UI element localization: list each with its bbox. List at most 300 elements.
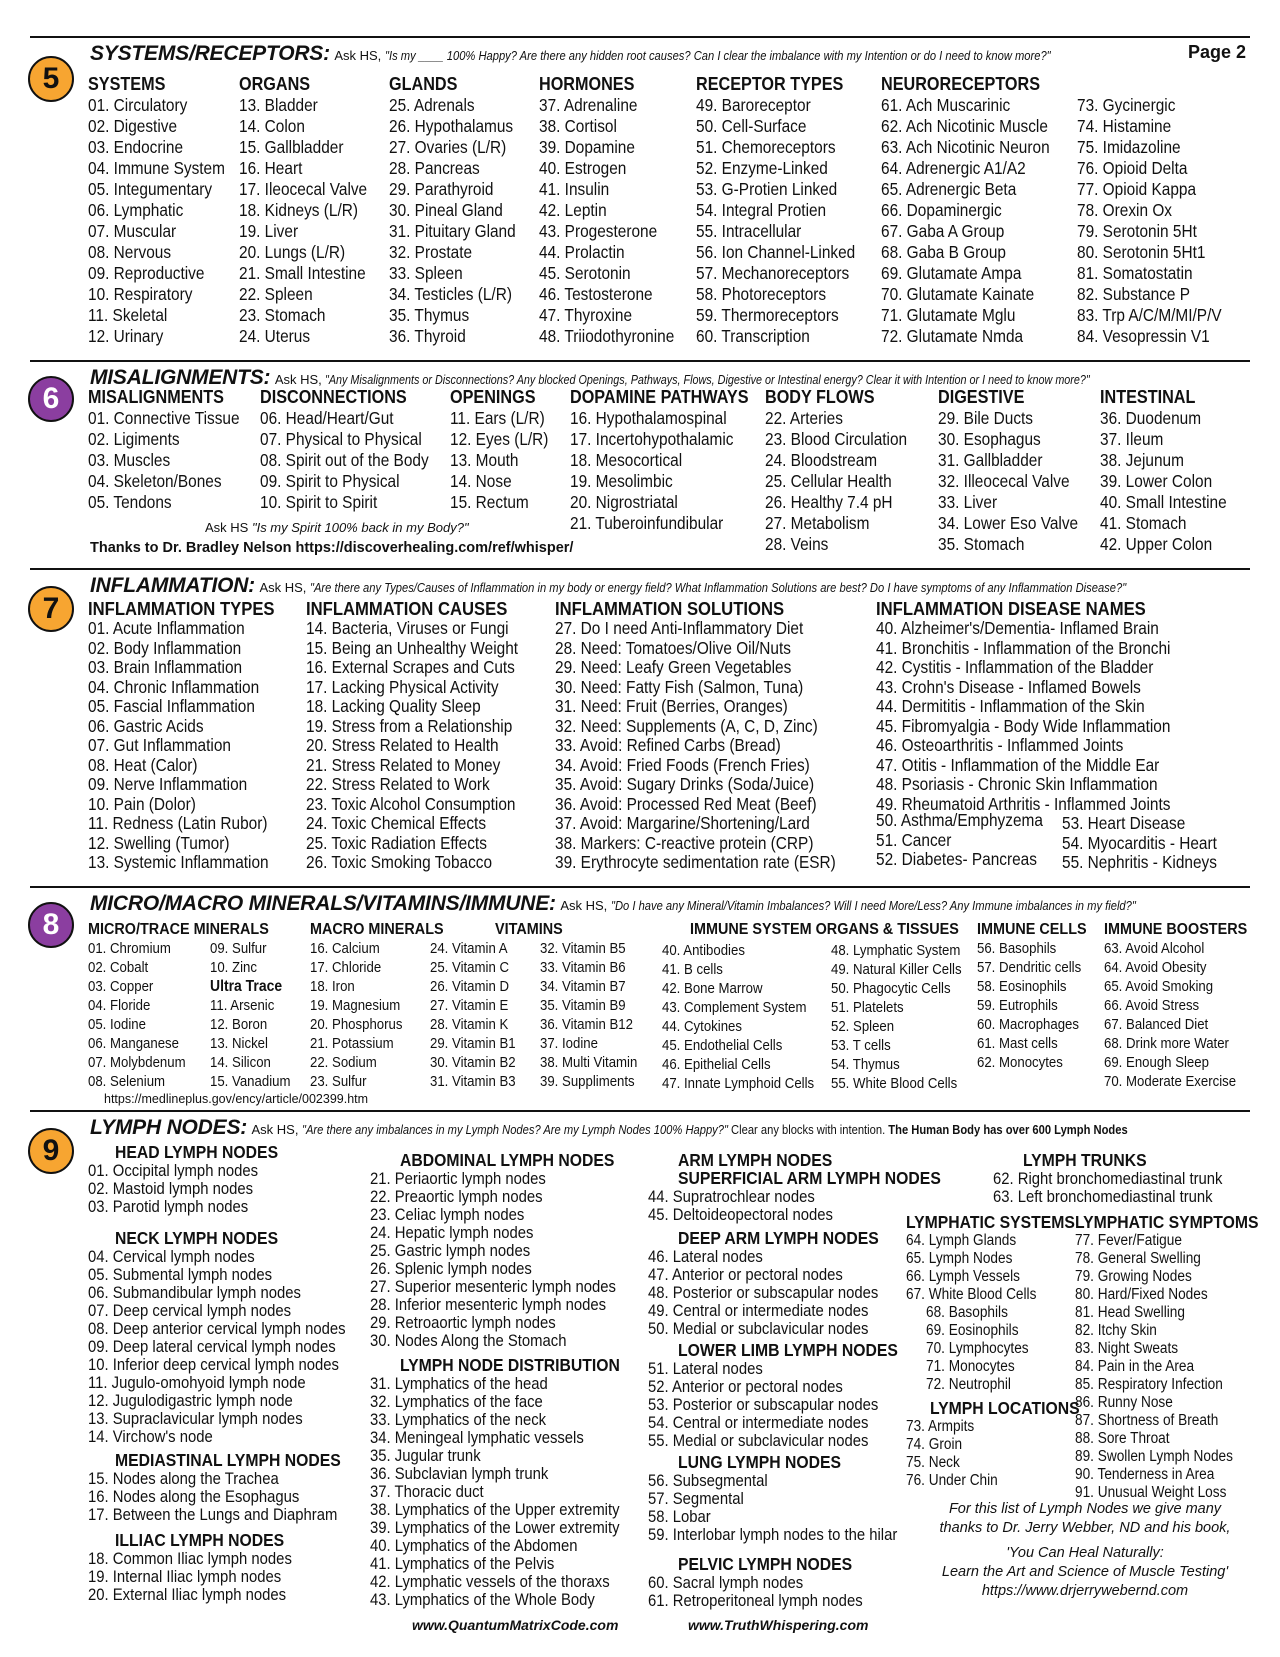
list-item: 62. Right bronchomediastinal trunk [993, 1170, 1223, 1188]
list-item: 69. Glutamate Ampa [881, 263, 1022, 283]
list-item: 43. Crohn's Disease - Inflamed Bowels [876, 676, 1141, 697]
list-item: 05. Fascial Inflammation [88, 696, 255, 716]
list-item: 56. Subsegmental [648, 1472, 768, 1490]
lymph-group-lower [648, 1340, 922, 1450]
list-item: 01. Chromium [88, 940, 171, 957]
list-item: 18. Mesocortical [570, 450, 683, 470]
list-item: 10. Respiratory [88, 284, 193, 304]
list-item: 62. Monocytes [977, 1054, 1063, 1071]
lymph-list [88, 1470, 366, 1524]
list-column [88, 74, 244, 347]
list-column [260, 387, 452, 513]
list-item: 14. Bacteria, Viruses or Fungi [306, 618, 509, 638]
list-item: 83. Trp A/C/M/MI/P/V [1077, 305, 1222, 325]
section-7-title: INFLAMMATION: [90, 574, 255, 597]
spirit-question [205, 520, 469, 535]
list-item: 10. Pain (Dolor) [88, 793, 196, 814]
list-item: 15. Vanadium [210, 1073, 291, 1090]
list-item: 42. Lymphatic vessels of the thoraxs [370, 1573, 610, 1591]
lymph-group-systems [906, 1212, 1094, 1394]
list-item: 87. Shortness of Breath [1075, 1412, 1219, 1429]
list-item: 16. Heart [239, 158, 303, 178]
immune-organs-column-2 [831, 941, 979, 1093]
list-item: 19. Internal Iliac lymph nodes [88, 1568, 282, 1586]
rule-6 [30, 360, 1250, 362]
item-list [570, 408, 768, 534]
list-item: 28. Inferior mesenteric lymph nodes [370, 1296, 607, 1314]
immune-organs-list-1 [662, 941, 835, 1093]
list-item: 29. Vitamin B1 [430, 1035, 516, 1052]
list-item: 07. Muscular [88, 221, 177, 241]
list-item: 68. Gaba B Group [881, 242, 1007, 262]
item-list [555, 619, 874, 873]
list-item: 38. Markers: C-reactive protein (CRP) [555, 832, 814, 853]
list-item: 49. Natural Killer Cells [831, 961, 962, 978]
list-item: 10. Spirit to Spirit [260, 492, 378, 512]
list-item: 74. Groin [906, 1436, 963, 1453]
item-list [88, 619, 295, 873]
item-list [881, 95, 1073, 347]
list-item: 33. Spleen [389, 263, 463, 283]
list-item: 24. Hepatic lymph nodes [370, 1224, 534, 1242]
lymph-group-heading: MEDIASTINAL LYMPH NODES [115, 1450, 341, 1470]
lymph-list [88, 1550, 315, 1604]
list-item: 78. Orexin Ox [1077, 200, 1173, 220]
list-item: 19. Magnesium [310, 997, 401, 1014]
list-column [765, 387, 926, 555]
list-item: 39. Dopamine [539, 137, 635, 157]
list-item: 11. Skeletal [88, 305, 168, 325]
list-item: 17. Chloride [310, 959, 382, 976]
list-item: 24. Uterus [239, 326, 311, 346]
list-item: 68. Basophils [926, 1304, 1008, 1321]
credit-line-4: Learn the Art and Science of Muscle Testing' [941, 1564, 1229, 1580]
list-item: 35. Thymus [389, 305, 470, 325]
list-item: 33. Lymphatics of the neck [370, 1411, 547, 1429]
page-number: Page 2 [1187, 42, 1246, 62]
list-item: 02. Cobalt [88, 959, 149, 976]
lymph-group-heading: NECK LYMPH NODES [115, 1228, 279, 1248]
list-item: 01. Circulatory [88, 95, 188, 115]
list-item: 32. Vitamin B5 [540, 940, 626, 957]
immune-boosters-heading: IMMUNE BOOSTERS [1104, 921, 1248, 938]
list-item: 06. Submandibular lymph nodes [88, 1284, 301, 1302]
list-item: 11. Jugulo-omohyoid lymph node [88, 1374, 306, 1392]
column-heading: SYSTEMS [88, 74, 166, 94]
list-item: 84. Pain in the Area [1075, 1358, 1195, 1375]
list-item: 27. Ovaries (L/R) [389, 137, 507, 157]
list-item: 40. Estrogen [539, 158, 627, 178]
list-item: 48. Posterior or subscapular nodes [648, 1284, 879, 1302]
list-item: 21. Periaortic lymph nodes [370, 1170, 546, 1188]
list-item: 29. Parathyroid [389, 179, 494, 199]
list-item: 05. Tendons [88, 492, 172, 512]
list-item: 12. Jugulodigastric lymph node [88, 1392, 293, 1410]
list-item: 22. Arteries [765, 408, 843, 428]
lymph-group-heading: HEAD LYMPH NODES [115, 1142, 279, 1162]
list-item: 16. Nodes along the Esophagus [88, 1488, 300, 1506]
section-5-title: SYSTEMS/RECEPTORS: [90, 42, 330, 65]
list-item: 53. Heart Disease [1062, 813, 1186, 833]
column-heading: INFLAMMATION CAUSES [306, 598, 508, 619]
list-column [88, 598, 295, 873]
lymph-list [648, 1574, 886, 1610]
list-item: 63. Avoid Alcohol [1104, 940, 1205, 957]
list-item: 42. Bone Marrow [662, 980, 763, 997]
list-item: 13. Nickel [210, 1035, 268, 1052]
list-item: 46. Osteoarthritis - Inflammed Joints [876, 735, 1124, 755]
list-item: 14. Silicon [210, 1054, 271, 1071]
list-item: 70. Lymphocytes [926, 1340, 1029, 1357]
list-column [555, 598, 874, 873]
section-8-question: "Do I have any Mineral/Vitamin Imbalances? Will I need More/Less? Any Immune imbalances in my field?" [610, 898, 1136, 913]
list-item: 24. Toxic Chemical Effects [306, 813, 487, 833]
list-item: 21. Stress Related to Money [306, 754, 501, 775]
list-item: 40. Small Intestine [1100, 492, 1227, 512]
list-item: 18. Lacking Quality Sleep [306, 696, 481, 716]
list-item: 37. Thoracic duct [370, 1483, 484, 1501]
list-column [570, 387, 768, 534]
section-7-header [90, 574, 1259, 598]
list-item: 53. Posterior or subscapular nodes [648, 1396, 879, 1414]
list-item: 25. Adrenals [389, 95, 475, 115]
list-item: 13. Bladder [239, 95, 318, 115]
list-item: 34. Avoid: Fried Foods (French Fries) [555, 754, 810, 775]
column-heading: INTESTINAL [1100, 387, 1196, 407]
credit-line-1: For this list of Lymph Nodes we give many [948, 1501, 1222, 1517]
list-item: 20. Stress Related to Health [306, 735, 499, 755]
vitamins-heading: VITAMINS [495, 921, 563, 938]
list-item: 11. Arsenic [210, 997, 275, 1014]
list-item: 79. Growing Nodes [1075, 1268, 1192, 1285]
list-item: 31. Pituitary Gland [389, 221, 516, 241]
list-item: 32. Illeocecal Valve [938, 471, 1070, 491]
medlineplus-link[interactable]: https://medlineplus.gov/ency/article/002399.htm [104, 1092, 369, 1106]
section-7-ask: Ask HS, [259, 580, 311, 595]
column-heading: OPENINGS [450, 387, 536, 407]
lymph-group-heading: LYMPH LOCATIONS [930, 1398, 1080, 1418]
list-item: 30. Esophagus [938, 429, 1041, 449]
list-item: 67. White Blood Cells [906, 1286, 1037, 1303]
lymph-list [906, 1418, 1096, 1490]
list-item: 51. Chemoreceptors [696, 137, 836, 157]
item-list [696, 95, 877, 347]
list-item: 60. Macrophages [977, 1016, 1079, 1033]
list-item: 48. Lymphatic System [831, 942, 961, 959]
arm-lymph-heading-wrap [678, 1150, 849, 1170]
list-item: 58. Lobar [648, 1508, 711, 1526]
list-item: 80. Serotonin 5Ht1 [1077, 242, 1206, 262]
list-item: 32. Need: Supplements (A, C, D, Zinc) [555, 715, 818, 736]
column-heading: HORMONES [539, 74, 635, 94]
vitamins-list-1 [430, 939, 527, 1091]
list-item: 60. Sacral lymph nodes [648, 1574, 804, 1592]
list-item: 54. Thymus [831, 1056, 900, 1073]
list-item: 73. Armpits [906, 1418, 975, 1435]
section-5-header [90, 42, 1159, 66]
list-item: 26. Vitamin D [430, 978, 509, 995]
list-item: 15. Nodes along the Trachea [88, 1470, 279, 1488]
list-item: 27. Do I need Anti-Inflammatory Diet [555, 618, 804, 638]
lymph-group-ill [88, 1530, 315, 1604]
lymph-group-dist [370, 1355, 647, 1609]
list-item: 41. Stomach [1100, 513, 1187, 533]
list-item: 03. Brain Inflammation [88, 657, 243, 677]
list-item: 15. Being an Unhealthy Weight [306, 637, 519, 658]
list-item: 44. Prolactin [539, 242, 625, 262]
list-item: 66. Dopaminergic [881, 200, 1002, 220]
list-item: 04. Floride [88, 997, 151, 1014]
lymph-group-heading: ABDOMINAL LYMPH NODES [400, 1150, 615, 1170]
list-item: 22. Spleen [239, 284, 313, 304]
list-item: 08. Nervous [88, 242, 172, 262]
list-item: 46. Testosterone [539, 284, 653, 304]
list-item: 50. Asthma/Emphyzema [876, 810, 1043, 830]
list-item: 78. General Swelling [1075, 1250, 1201, 1267]
list-item: 29. Need: Leafy Green Vegetables [555, 657, 792, 677]
section-9-question: "Are there any imbalances in my Lymph Nodes? Are my Lymph Nodes 100% Happy?" [302, 1122, 729, 1137]
list-item: 17. Between the Lungs and Diaphram [88, 1506, 338, 1524]
lymph-group-heading: LYMPH NODE DISTRIBUTION [400, 1355, 620, 1375]
list-item: 34. Meningeal lymphatic vessels [370, 1429, 584, 1447]
list-item: 75. Imidazoline [1077, 137, 1181, 157]
list-item: 55. Nephritis - Kidneys [1062, 852, 1217, 872]
section-9-badge: 9 [28, 1128, 74, 1174]
list-item: 14. Virchow's node [88, 1428, 213, 1446]
lymph-list [993, 1170, 1248, 1206]
immune-organs-heading-wrap [690, 920, 989, 939]
list-item: 12. Eyes (L/R) [450, 429, 549, 449]
list-item: 25. Cellular Health [765, 471, 892, 491]
list-item: 47. Otitis - Inflammation of the Middle Ear [876, 754, 1160, 775]
list-item: 64. Avoid Obesity [1104, 959, 1207, 976]
list-item: 24. Bloodstream [765, 450, 878, 470]
list-item: 39. Lower Colon [1100, 471, 1213, 491]
list-item: 42. Leptin [539, 200, 607, 220]
list-item: 82. Itchy Skin [1075, 1322, 1157, 1339]
list-item: 07. Gut Inflammation [88, 735, 231, 755]
section-6-question: "Any Misalignments or Disconnections? Any blocked Openings, Pathways, Flows, Digestive or Intestinal energy? Clear it with Intention or I need to know more?" [325, 372, 1091, 387]
spirit-ask-label: Ask HS [205, 520, 252, 535]
immune-boosters-list [1104, 939, 1263, 1091]
list-item: 08. Heat (Calor) [88, 754, 198, 775]
list-item: 38. Cortisol [539, 116, 617, 136]
list-item: 10. Zinc [210, 959, 257, 976]
list-item: 17. Lacking Physical Activity [306, 676, 499, 697]
list-item: 23. Stomach [239, 305, 326, 325]
list-item: 33. Vitamin B6 [540, 959, 626, 976]
lymph-group-locations [906, 1398, 1096, 1490]
list-item: 65. Avoid Smoking [1104, 978, 1214, 995]
list-item: 45. Fibromyalgia - Body Wide Inflammation [876, 715, 1171, 736]
micro-minerals-list-2 [210, 939, 301, 977]
credit-line-3: 'You Can Heal Naturally: [1006, 1545, 1164, 1561]
list-item: 71. Glutamate Mglu [881, 305, 1016, 325]
list-item: 32. Lymphatics of the face [370, 1393, 543, 1411]
list-item: 40. Alzheimer's/Dementia- Inflamed Brain [876, 618, 1159, 638]
item-list [389, 95, 533, 347]
list-item: 03. Endocrine [88, 137, 184, 157]
immune-cells-heading: IMMUNE CELLS [977, 921, 1087, 938]
item-list [876, 811, 1066, 870]
list-item: 22. Preaortic lymph nodes [370, 1188, 543, 1206]
item-list [260, 408, 452, 513]
vitamins-heading-wrap [495, 920, 570, 939]
list-item: 30. Pineal Gland [389, 200, 503, 220]
list-item: 11. Ears (L/R) [450, 408, 545, 428]
list-item: 73. Gycinergic [1077, 95, 1176, 115]
list-item: 01. Acute Inflammation [88, 618, 245, 638]
list-item: 61. Mast cells [977, 1035, 1058, 1052]
list-item: 33. Avoid: Refined Carbs (Bread) [555, 735, 781, 755]
list-item: 66. Lymph Vessels [906, 1268, 1020, 1285]
item-list [876, 619, 1211, 814]
list-item: 20. Phosphorus [310, 1016, 403, 1033]
micro-minerals-column-2 [210, 939, 301, 1091]
footer-quantum-link[interactable]: www.QuantumMatrixCode.com [412, 1617, 619, 1633]
list-item: 13. Systemic Inflammation [88, 852, 269, 872]
list-item: 04. Immune System [88, 158, 225, 178]
list-item: 46. Lateral nodes [648, 1248, 763, 1266]
list-item: 82. Substance P [1077, 284, 1191, 304]
list-item: 36. Subclavian lymph trunk [370, 1465, 549, 1483]
list-item: 21. Potassium [310, 1035, 394, 1052]
credit-url[interactable]: https://www.drjerrywebernd.com [981, 1583, 1189, 1599]
list-item: 12. Boron [210, 1016, 268, 1033]
section-5-ask: Ask HS, [334, 48, 385, 63]
list-item: 25. Toxic Radiation Effects [306, 832, 487, 853]
section-6-title: MISALIGNMENTS: [90, 366, 271, 389]
list-item: 50. Cell-Surface [696, 116, 807, 136]
lymph-list [88, 1248, 374, 1446]
list-item: 42. Upper Colon [1100, 534, 1213, 554]
section-5-question: "Is my ____ 100% Happy? Are there any hidden root causes? Can I clear the imbalance with my Intention or do I need to know more?" [384, 48, 1051, 63]
immune-organs-column-1 [662, 941, 835, 1093]
list-item: 51. Cancer [876, 829, 952, 850]
list-item: 21. Small Intestine [239, 263, 366, 283]
column-heading: DOPAMINE PATHWAYS [570, 387, 749, 407]
list-item: 04. Skeleton/Bones [88, 471, 222, 491]
lymph-group-heading: LYMPH TRUNKS [1023, 1150, 1147, 1170]
list-item: 03. Muscles [88, 450, 171, 470]
list-item: 06. Gastric Acids [88, 715, 204, 736]
list-item: 47. Innate Lymphoid Cells [662, 1075, 815, 1092]
list-item: 49. Central or intermediate nodes [648, 1302, 869, 1320]
column-heading: DIGESTIVE [938, 387, 1025, 407]
list-item: 02. Ligiments [88, 429, 180, 449]
list-item: 58. Photoreceptors [696, 284, 827, 304]
list-column [881, 74, 1073, 347]
list-item: 37. Ileum [1100, 429, 1164, 449]
list-column [1062, 814, 1238, 873]
list-item: 66. Avoid Stress [1104, 997, 1200, 1014]
list-item: 46. Epithelial Cells [662, 1056, 771, 1073]
list-item: 29. Retroaortic lymph nodes [370, 1314, 556, 1332]
list-item: 54. Integral Protien [696, 200, 827, 220]
list-item: 31. Vitamin B3 [430, 1073, 516, 1090]
list-item: 18. Kidneys (L/R) [239, 200, 358, 220]
section-8-title: MICRO/MACRO MINERALS/VITAMINS/IMMUNE: [90, 892, 556, 915]
list-item: 36. Duodenum [1100, 408, 1202, 428]
list-item: 19. Mesolimbic [570, 471, 673, 491]
list-column [539, 74, 693, 347]
arm-lymph-heading: ARM LYMPH NODES [678, 1150, 833, 1170]
list-item: 71. Monocytes [926, 1358, 1015, 1375]
list-item: 26. Healthy 7.4 pH [765, 492, 893, 512]
column-heading: DISCONNECTIONS [260, 387, 407, 407]
lymph-list [906, 1232, 1094, 1394]
list-item: 76. Opioid Delta [1077, 158, 1188, 178]
list-item: 11. Redness (Latin Rubor) [88, 813, 268, 833]
list-item: 36. Vitamin B12 [540, 1016, 633, 1033]
section-6-badge: 6 [28, 376, 74, 422]
vitamins-column-2 [540, 939, 651, 1091]
immune-boosters-column [1104, 920, 1263, 1091]
lymph-group-heading: PELVIC LYMPH NODES [678, 1554, 853, 1574]
list-item: 09. Reproductive [88, 263, 205, 283]
list-item: 35. Stomach [938, 534, 1025, 554]
column-heading: NEURORECEPTORS [881, 74, 1041, 94]
list-item: 80. Hard/Fixed Nodes [1075, 1286, 1208, 1303]
list-item: 83. Night Sweats [1075, 1340, 1179, 1357]
list-item: 65. Adrenergic Beta [881, 179, 1017, 199]
list-item: 22. Stress Related to Work [306, 774, 490, 794]
list-item: 31. Gallbladder [938, 450, 1043, 470]
list-item: 30. Nodes Along the Stomach [370, 1332, 567, 1350]
list-item: 26. Splenic lymph nodes [370, 1260, 532, 1278]
list-item: 13. Mouth [450, 450, 519, 470]
list-item: 45. Deltoideopectoral nodes [648, 1206, 833, 1224]
list-item: 25. Gastric lymph nodes [370, 1242, 531, 1260]
list-item: 23. Blood Circulation [765, 429, 908, 449]
list-column [876, 598, 1211, 814]
list-item: 09. Spirit to Physical [260, 471, 400, 491]
list-item: 60. Transcription [696, 326, 810, 346]
list-item: 41. B cells [662, 961, 723, 978]
list-item: 05. Submental lymph nodes [88, 1266, 273, 1284]
list-column [1077, 95, 1241, 347]
lymph-list [370, 1170, 643, 1350]
list-item: 44. Supratrochlear nodes [648, 1188, 815, 1206]
lymph-list [648, 1472, 925, 1544]
list-item: 55. Intracellular [696, 221, 802, 241]
list-column [389, 74, 533, 347]
section-7-badge: 7 [28, 586, 74, 632]
item-list [765, 408, 926, 555]
list-item: 05. Iodine [88, 1016, 146, 1033]
list-item: 14. Nose [450, 471, 512, 491]
list-item: 27. Superior mesenteric lymph nodes [370, 1278, 616, 1296]
immune-cells-list [977, 939, 1099, 1072]
section-9-header [90, 1116, 1262, 1140]
list-item: 57. Mechanoreceptors [696, 263, 850, 283]
footer-truth-link[interactable]: www.TruthWhispering.com [688, 1617, 869, 1633]
list-item: 43. Complement System [662, 999, 807, 1016]
lymph-group-abd [370, 1150, 643, 1350]
list-item: 44. Dermititis - Inflammation of the Skin [876, 696, 1145, 716]
list-item: 36. Thyroid [389, 326, 466, 346]
list-item: 03. Parotid lymph nodes [88, 1198, 249, 1216]
list-item: 42. Cystitis - Inflammation of the Bladder [876, 657, 1154, 677]
section-8-header [90, 892, 1221, 916]
list-item: 03. Copper [88, 978, 154, 995]
column-heading: BODY FLOWS [765, 387, 875, 407]
section-7-question: "Are there any Types/Causes of Inflammation in my body or energy field? What Inflammation Solutions are best? Do I have symptoms of any Inflammation Disease?" [310, 580, 1127, 595]
list-item: 67. Gaba A Group [881, 221, 1005, 241]
list-item: 91. Unusual Weight Loss [1075, 1484, 1227, 1501]
list-item: 18. Iron [310, 978, 355, 995]
list-item: 12. Swelling (Tumor) [88, 832, 230, 853]
